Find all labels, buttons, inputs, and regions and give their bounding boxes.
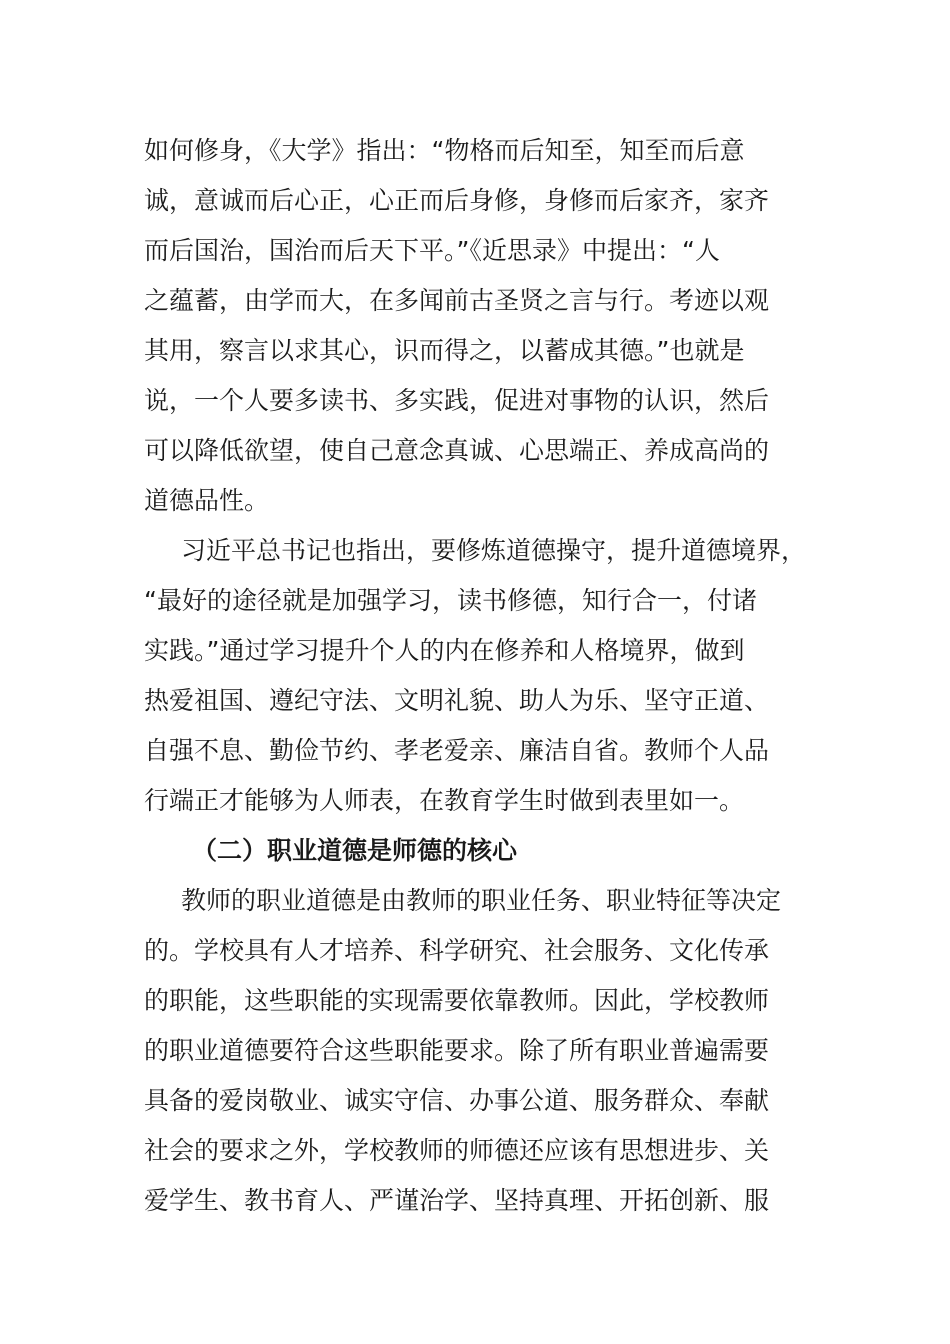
text-line: 其用，察言以求其心，识而得之，以蓄成其德。”也就是 (144, 336, 745, 365)
text-line: 爱学生、教书育人、严谨治学、坚持真理、开拓创新、服 (144, 1186, 770, 1215)
text-line: 的。学校具有人才培养、科学研究、社会服务、文化传承 (144, 936, 770, 965)
text-line: 而后国治，国治而后天下平。”《近思录》中提出：“人 (144, 236, 720, 265)
text-line: 实践。”通过学习提升个人的内在修养和人格境界，做到 (144, 636, 745, 665)
text-line: 说，一个人要多读书、多实践，促进对事物的认识，然后 (144, 386, 770, 415)
section-heading: （二）职业道德是师德的核心 (192, 836, 518, 865)
paragraph-start-line: 教师的职业道德是由教师的职业任务、职业特征等决定 (181, 886, 782, 915)
text-line: 的职能，这些职能的实现需要依靠教师。因此，学校教师 (144, 986, 770, 1015)
text-line: 社会的要求之外，学校教师的师德还应该有思想进步、关 (144, 1136, 770, 1165)
text-line: 的职业道德要符合这些职能要求。除了所有职业普遍需要 (144, 1036, 770, 1065)
text-line: 可以降低欲望，使自己意念真诚、心思端正、养成高尚的 (144, 436, 770, 465)
paragraph-start-line: 习近平总书记也指出，要修炼道德操守，提升道德境界， (181, 536, 807, 565)
text-line: 诚，意诚而后心正，心正而后身修，身修而后家齐，家齐 (144, 186, 770, 215)
text-line: 自强不息、勤俭节约、孝老爱亲、廉洁自省。教师个人品 (144, 736, 770, 765)
text-line: 之蕴蓄，由学而大，在多闻前古圣贤之言与行。考迹以观 (144, 286, 770, 315)
text-line: 热爱祖国、遵纪守法、文明礼貌、助人为乐、坚守正道、 (144, 686, 770, 715)
text-line: 如何修身，《大学》指出：“物格而后知至，知至而后意 (144, 136, 745, 165)
text-line: 道德品性。 (144, 486, 270, 515)
text-line: 行端正才能够为人师表，在教育学生时做到表里如一。 (144, 786, 745, 815)
text-line: “最好的途径就是加强学习，读书修德，知行合一，付诸 (144, 586, 757, 615)
body-text (144, 126, 844, 1226)
text-line: 具备的爱岗敬业、诚实守信、办事公道、服务群众、奉献 (144, 1086, 770, 1115)
